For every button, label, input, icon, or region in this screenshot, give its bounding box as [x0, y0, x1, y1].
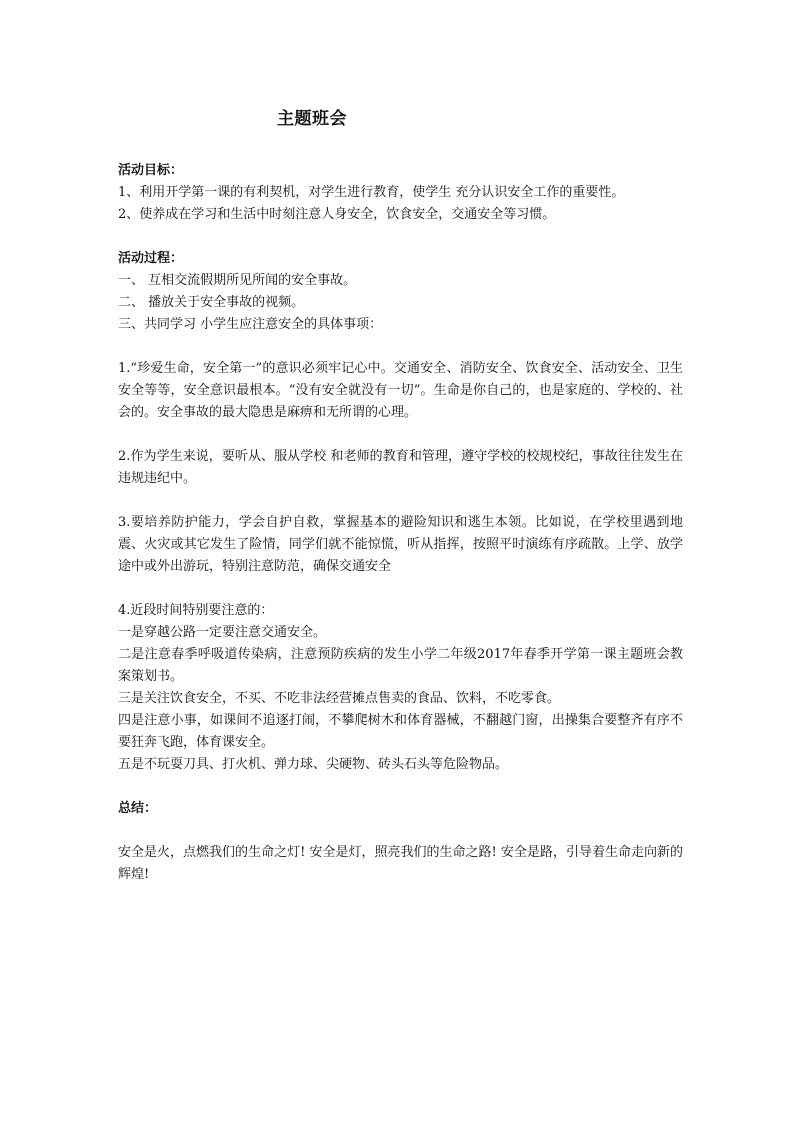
goal-item: 1、利用开学第一课的有利契机，对学生进行教育，使学生 充分认识安全工作的重要性。	[118, 185, 625, 200]
point-paragraph: 2.作为学生来说，要听从、服从学校 和老师的教育和管理，遵守学校的校规校纪，事故往往发生在违规违纪中。	[118, 449, 683, 486]
process-item: 三、共同学习 小学生应注意安全的具体事项：	[118, 317, 383, 332]
document-title: 主题班会	[277, 109, 347, 129]
recent-item: 三是关注饮食安全，不买、不吃非法经营摊点售卖的食品、饮料，不吃零食。	[118, 691, 561, 706]
point-paragraph: 1.“珍爱生命，安全第一”的意识必须牢记心中。交通安全、消防安全、饮食安全、活动安全、卫生安全等等，安全意识最根本。“没有安全就没有一切”。生命是你自己的，也是家庭的、学校的、社会的。安全事故的最大隐患是麻痹和无所谓的心理。	[118, 361, 683, 420]
summary-heading: 总结：	[118, 801, 158, 816]
recent-item: 二是注意春季呼吸道传染病，注意预防疾病的发生小学二年级2017年春季开学第一课主题班会教案策划书。	[118, 647, 683, 684]
recent-item: 四是注意小事，如课间不追逐打闹，不攀爬树木和体育器械，不翻越门窗，出操集合要整齐有序不要狂奔飞跑，体育课安全。	[118, 713, 683, 750]
spacer	[118, 336, 683, 358]
point-paragraph: 3.要培养防护能力，学会自护自救，掌握基本的避险知识和逃生本领。比如说，在学校里遇到地震、火灾或其它发生了险情，同学们就不能惊慌，听从指挥，按照平时演练有序疏散。上学、放学途中或外出游玩，特别注意防范，确保交通安全	[118, 515, 683, 574]
spacer	[118, 490, 683, 512]
spacer	[118, 776, 683, 798]
goal-item: 2、使养成在学习和生活中时刻注意人身安全，饮食安全，交通安全等习惯。	[118, 207, 556, 222]
spacer	[118, 820, 683, 842]
goals-heading: 活动目标：	[118, 163, 184, 178]
summary-text: 安全是火，点燃我们的生命之灯! 安全是灯，照亮我们的生命之路! 安全是路，引导着生命走向新的辉煌!	[118, 845, 683, 882]
process-item: 二、 播放关于安全事故的视频。	[118, 295, 305, 310]
recent-heading: 4.近段时间特别要注意的：	[118, 603, 274, 618]
spacer	[118, 424, 683, 446]
spacer	[118, 578, 683, 600]
process-item: 一、 互相交流假期所见所闻的安全事故。	[118, 273, 357, 288]
process-heading: 活动过程：	[118, 251, 184, 266]
spacer	[118, 226, 683, 248]
recent-item: 五是不玩耍刀具、打火机、弹力球、尖硬物、砖头石头等危险物品。	[118, 757, 509, 772]
document-body	[118, 160, 683, 886]
recent-item: 一是穿越公路一定要注意交通安全。	[118, 625, 327, 640]
